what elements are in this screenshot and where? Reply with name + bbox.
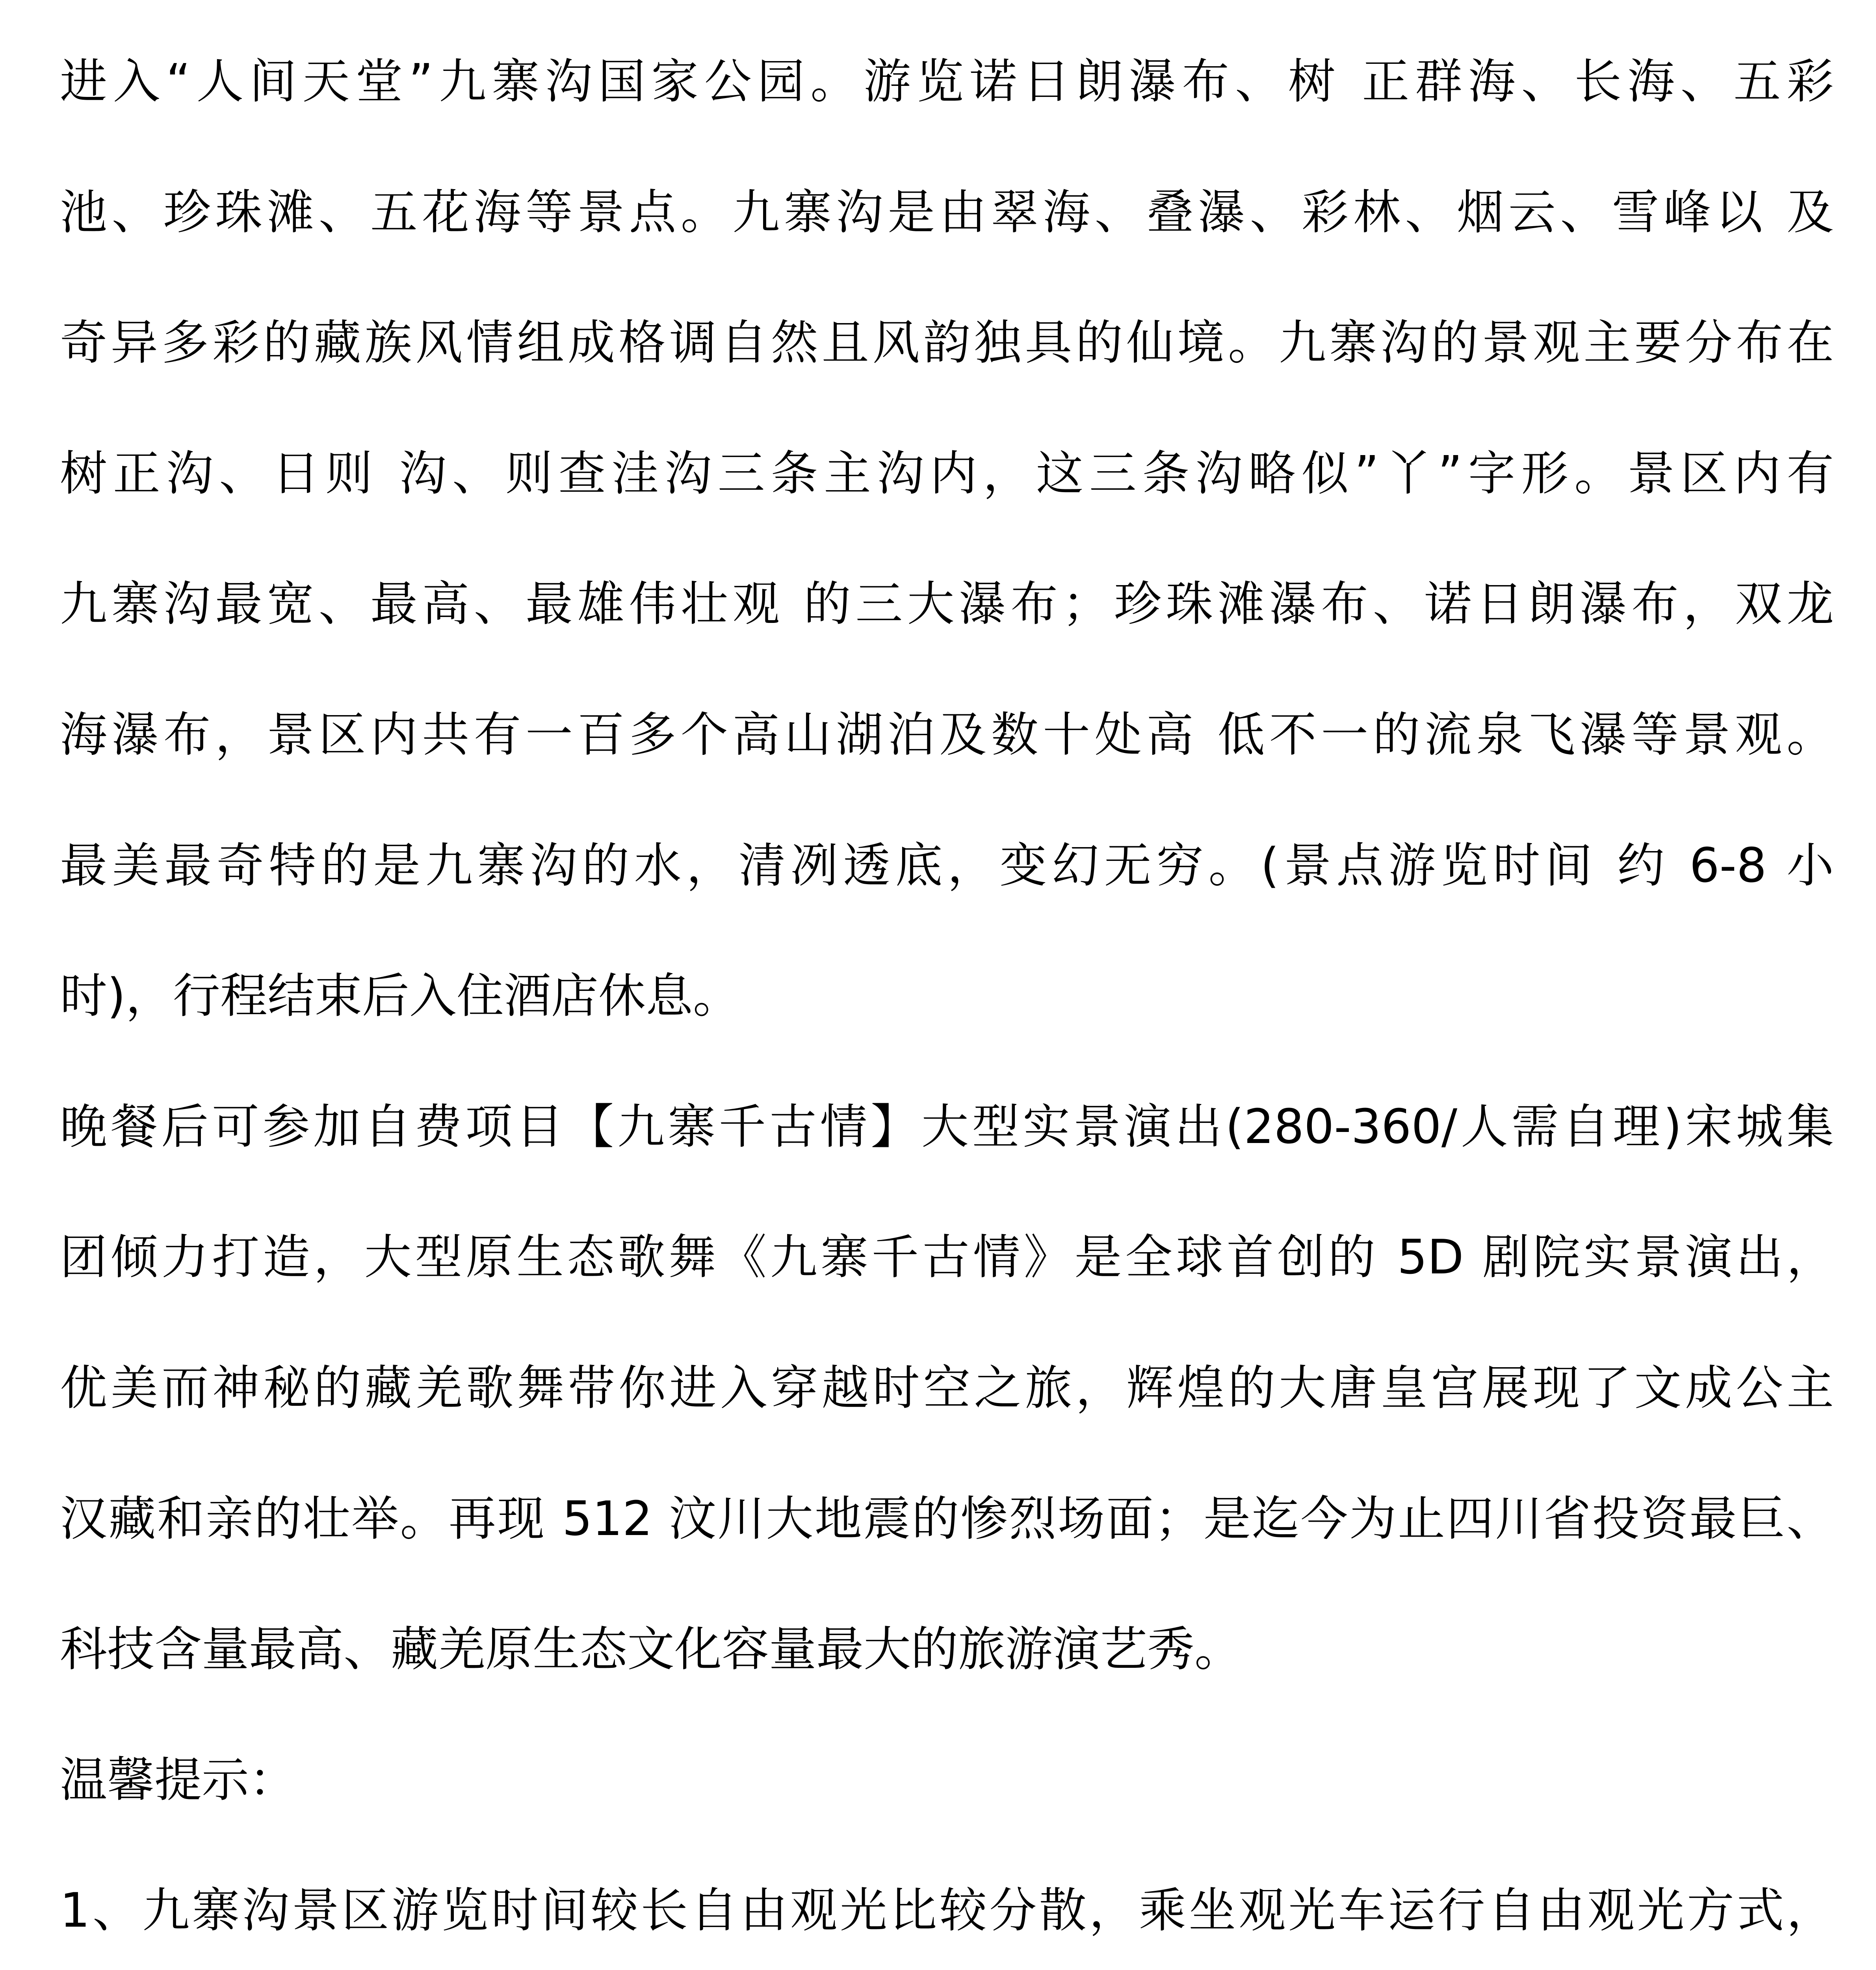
- text-line: 1、九寨沟景区游览时间较长自由观光比较分散，乘坐观光车运行自由观光方式，: [60, 1883, 1834, 1938]
- text-line: 时)，行程结束后入住酒店休息。: [60, 969, 740, 1024]
- text-line: 科技含量最高、藏羌原生态文化容量最大的旅游演艺秀。: [60, 1622, 1242, 1677]
- tip-item-1: [60, 1845, 1834, 1970]
- text-line: 海瀑布，景区内共有一百多个高山湖泊及数十处高 低不一的流泉飞瀑等景观。: [60, 707, 1834, 762]
- text-line: 汉藏和亲的壮举。再现 512 汶川大地震的惨烈场面；是迄今为止四川省投资最巨、: [60, 1491, 1834, 1546]
- text-line: 最美最奇特的是九寨沟的水，清冽透底，变幻无穷。(景点游览时间 约 6-8 小: [60, 838, 1834, 893]
- text-line: 晚餐后可参加自费项目【九寨千古情】大型实景演出(280-360/人需自理)宋城集: [60, 1099, 1834, 1154]
- document-body: [60, 17, 1834, 1970]
- paragraph-evening-show: [60, 1062, 1834, 1715]
- text-line: 九寨沟最宽、最高、最雄伟壮观 的三大瀑布；珍珠滩瀑布、诺日朗瀑布，双龙: [60, 577, 1834, 632]
- text-line: 奇异多彩的藏族风情组成格调自然且风韵独具的仙境。九寨沟的景观主要分布在: [60, 316, 1834, 371]
- text-line: 团倾力打造，大型原生态歌舞《九寨千古情》是全球首创的 5D 剧院实景演出，: [60, 1230, 1834, 1285]
- paragraph-jiuzhaigou-tour: [60, 17, 1834, 1062]
- tips-heading: [60, 1715, 1834, 1846]
- text-line: 优美而神秘的藏羌歌舞带你进入穿越时空之旅，辉煌的大唐皇宫展现了文成公主: [60, 1360, 1834, 1416]
- text-line: 树正沟、日则 沟、则查洼沟三条主沟内，这三条沟略似”丫”字形。景区内有: [60, 446, 1834, 501]
- text-line: 进入“人间天堂”九寨沟国家公园。游览诺日朗瀑布、树 正群海、长海、五彩: [60, 54, 1834, 109]
- text-line: 温馨提示：: [60, 1753, 296, 1808]
- text-line: 池、珍珠滩、五花海等景点。九寨沟是由翠海、叠瀑、彩林、烟云、雪峰以 及: [60, 185, 1834, 240]
